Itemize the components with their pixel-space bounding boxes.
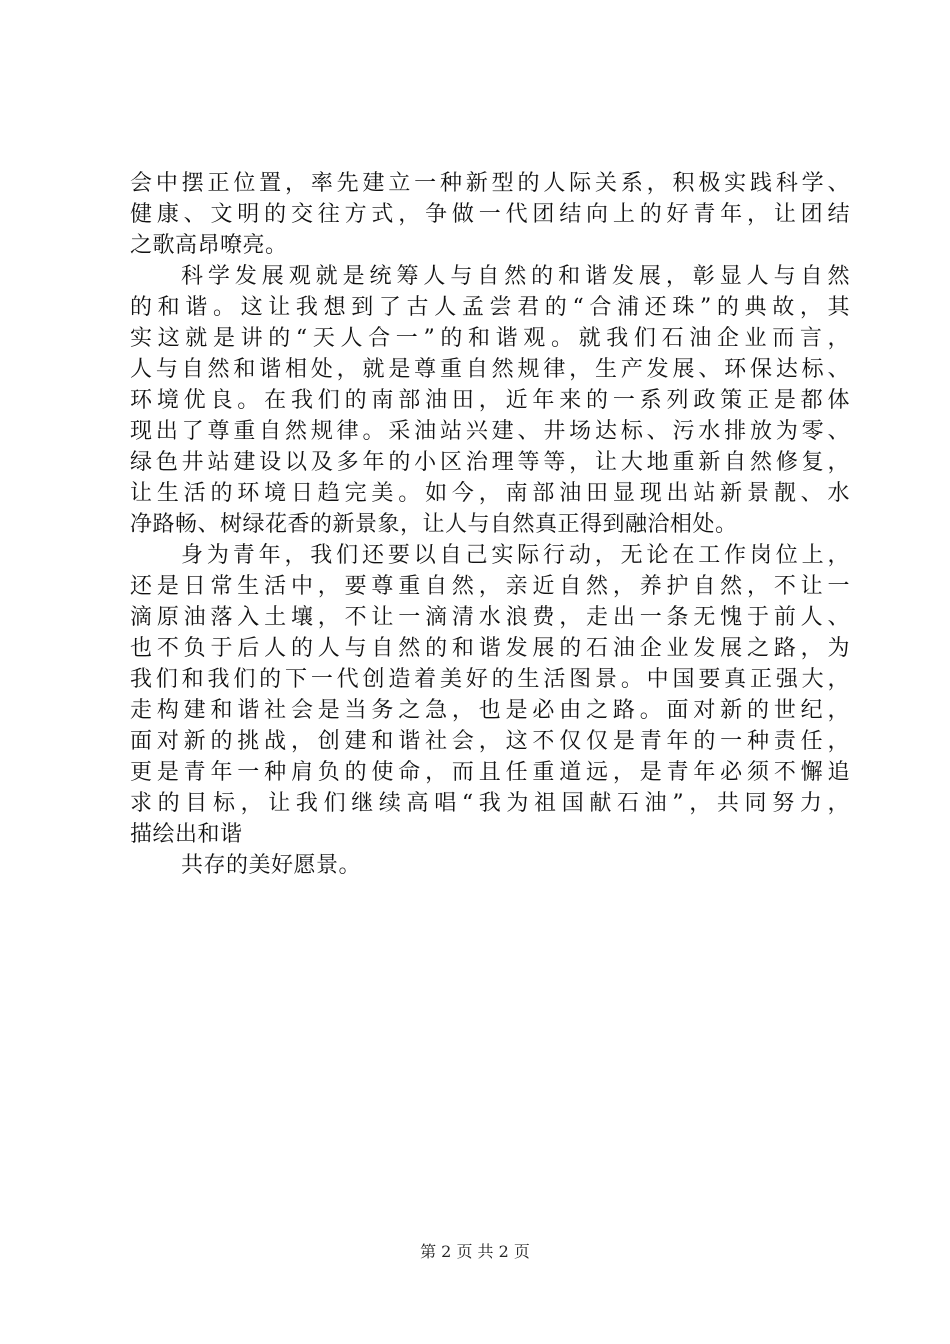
text-line: 绿色井站建设以及多年的小区治理等等，让大地重新自然修复， — [130, 450, 850, 475]
body-text — [130, 168, 850, 881]
text-line: 实这就是讲的“天人合一”的和谐观。就我们石油企业而言， — [130, 326, 850, 351]
text-line: 还是日常生活中，要尊重自然，亲近自然，养护自然，不让一 — [130, 574, 850, 599]
text-line: 之歌高昂嘹亮。 — [130, 233, 288, 258]
paragraph-first-line: 身为青年，我们还要以自己实际行动，无论在工作岗位上， — [181, 543, 850, 568]
text-line: 现出了尊重自然规律。采油站兴建、井场达标、污水排放为零、 — [130, 419, 850, 444]
text-line: 净路畅、树绿花香的新景象，让人与自然真正得到融洽相处。 — [130, 512, 738, 537]
text-line: 滴原油落入土壤，不让一滴清水浪费，走出一条无愧于前人、 — [130, 605, 850, 630]
text-line: 会中摆正位置，率先建立一种新型的人际关系，积极实践科学、 — [130, 171, 850, 196]
text-line: 的和谐。这让我想到了古人孟尝君的“合浦还珠”的典故，其 — [130, 295, 850, 320]
paragraph-first-line: 共存的美好愿景。 — [181, 853, 362, 878]
paragraph-first-line: 科学发展观就是统筹人与自然的和谐发展，彰显人与自然 — [181, 264, 850, 289]
text-line: 环境优良。在我们的南部油田，近年来的一系列政策正是都体 — [130, 388, 850, 413]
text-line: 也不负于后人的人与自然的和谐发展的石油企业发展之路，为 — [130, 636, 850, 661]
text-line: 健康、文明的交往方式，争做一代团结向上的好青年，让团结 — [130, 202, 850, 227]
text-line: 走构建和谐社会是当务之急，也是必由之路。面对新的世纪， — [130, 698, 850, 723]
text-line: 人与自然和谐相处，就是尊重自然规律，生产发展、环保达标、 — [130, 357, 850, 382]
text-line: 面对新的挑战，创建和谐社会，这不仅仅是青年的一种责任， — [130, 729, 850, 754]
text-line: 让生活的环境日趋完美。如今，南部油田显现出站新景靓、水 — [130, 481, 850, 506]
text-line: 求的目标，让我们继续高唱“我为祖国献石油”，共同努力， — [130, 791, 850, 816]
text-line: 我们和我们的下一代创造着美好的生活图景。中国要真正强大， — [130, 667, 850, 692]
text-line: 描绘出和谐 — [130, 822, 243, 847]
page-number-footer: 第 2 页 共 2 页 — [420, 1242, 530, 1261]
text-line: 更是青年一种肩负的使命，而且任重道远，是青年必须不懈追 — [130, 760, 850, 785]
